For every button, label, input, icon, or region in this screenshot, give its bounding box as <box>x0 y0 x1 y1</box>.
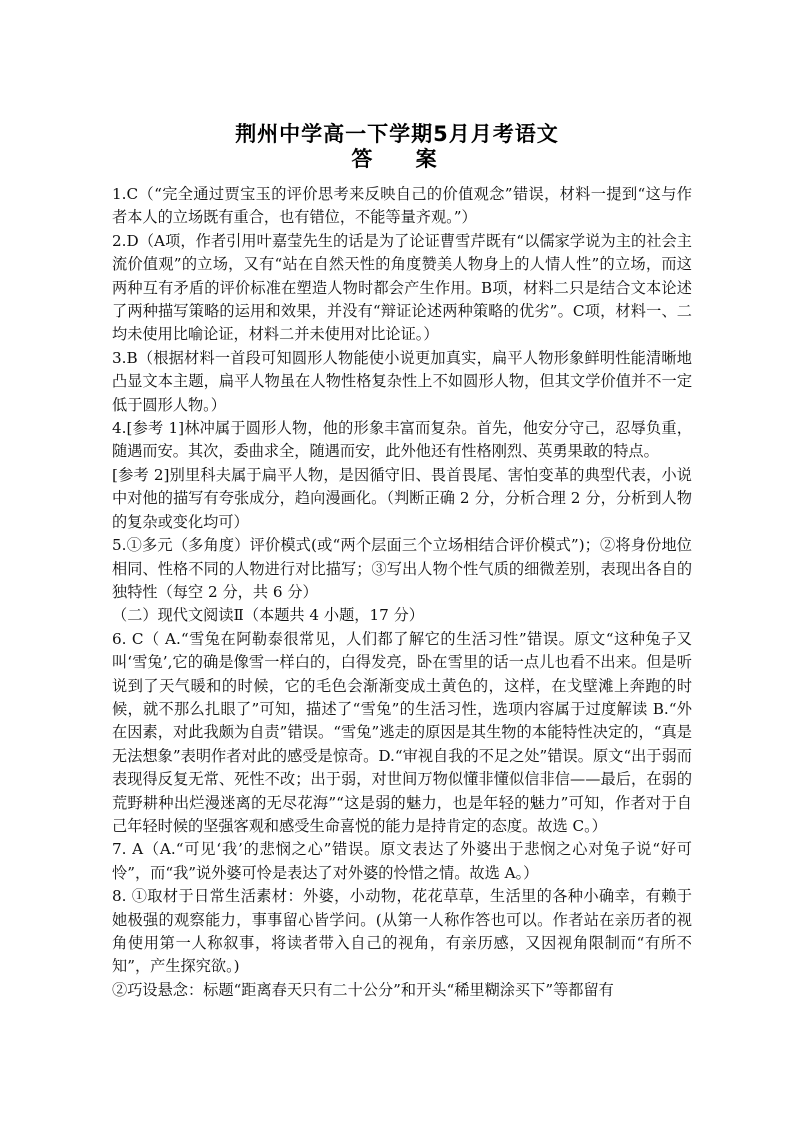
answer-item-4-ref1: 4.[参考 1]林冲属于圆形人物，他的形象丰富而复杂。首先，他安分守己，忍辱负重，随遇而安。其次，委曲求全，随遇而安，此外他还有性格刚烈、英勇果敢的特点。 <box>112 419 692 461</box>
answer-item-1: 1.C（“完全通过贾宝玉的评价思考来反映自己的价值观念”错误，材料一提到“这与作者本人的立场既有重合，也有错位，不能等量齐观。”） <box>112 185 692 227</box>
section-heading: （二）现代文阅读Ⅱ（本题共 4 小题，17 分） <box>112 606 424 625</box>
answer-item-6: 6. C（ A.“雪兔在阿勒泰很常见，人们都了解它的生活习性”错误。原文“这种兔子又叫‘雪兔’,它的确是像雪一样白的，白得发亮，卧在雪里的话一点儿也看不出来。但是听说到了天气暖和的时候，它的毛色会渐渐变成土黄色的，这样，在戈壁滩上奔跑的时候，就不那么扎眼了”可知，描述了“雪兔”的生活习性，选项内容属于过度解读 B.“外在因素，对此我颇为自责”错误。“雪兔”逃走的原因是其生物的本能特性决定的，“真是无法想象”表明作者对此的感受是惊奇。D.“审视自我的不足之处”错误。原文“出于弱而表现得反复无常、死性不改；出于弱，对世间万物似懂非懂似信非信——最后，在弱的荒野耕种出烂漫迷离的无尽花海”“这是弱的魅力，也是年轻的魅力”可知，作者对于自己年轻时候的坚强客观和感受生命喜悦的能力是持肯定的态度。故选 C。） <box>112 629 692 835</box>
answer-item-8-point2: ②巧设悬念：标题“距离春天只有二十公分”和开头“稀里糊涂买下”等都留有 <box>112 980 614 999</box>
document-subtitle: 答 案 <box>351 147 455 171</box>
answer-item-3: 3.B（根据材料一首段可知圆形人物能使小说更加真实，扁平人物形象鲜明性能清晰地凸显文本主题，扁平人物虽在人物性格复杂性上不如圆形人物，但其文学价值并不一定低于圆形人物。） <box>112 348 692 414</box>
document-title: 荆州中学高一下学期5月月考语文 <box>235 122 559 146</box>
answer-item-2: 2.D（A项，作者引用叶嘉莹先生的话是为了论证曹雪芹既有“以儒家学说为主的社会主流价值观”的立场，又有“站在自然天性的角度赞美人物身上的人情人性”的立场，而这两种互有矛盾的评价标准在塑造人物时都会产生作用。B项，材料二只是结合文本论述了两种描写策略的运用和效果，并没有“辩证论述两种策略的优劣”。C项，材料一、二均未使用比喻论证，材料二并未使用对比论证。） <box>112 231 692 344</box>
answer-item-7: 7. A（A.“可见‘我’的悲悯之心”错误。原文表达了外婆出于悲悯之心对兔子说“好可怜”，而“我”说外婆可怜是表达了对外婆的怜惜之情。故选 A。） <box>112 840 692 882</box>
answer-item-8-point1: 8. ①取材于日常生活素材：外婆，小动物，花花草草，生活里的各种小确幸，有赖于她极强的观察能力，事事留心皆学问。(从第一人称作答也可以。作者站在亲历者的视角使用第一人称叙事，将读者带入自己的视角，有亲历感，又因视角限制而“有所不知”，产生探究欲。) <box>112 887 692 976</box>
answer-item-4-ref2: [参考 2]别里科夫属于扁平人物，是因循守旧、畏首畏尾、害怕变革的典型代表，小说中对他的描写有夸张成分，趋向漫画化。（判断正确 2 分，分析合理 2 分，分析到人物的复杂或变化均可） <box>112 465 692 531</box>
answer-item-5: 5.①多元（多角度）评价模式(或“两个层面三个立场相结合评价模式”)；②将身份地位相同、性格不同的人物进行对比描写；③写出人物个性气质的细微差别，表现出各自的独特性（每空 2 分，共 6 分） <box>112 536 692 601</box>
answer-body <box>112 183 692 1002</box>
